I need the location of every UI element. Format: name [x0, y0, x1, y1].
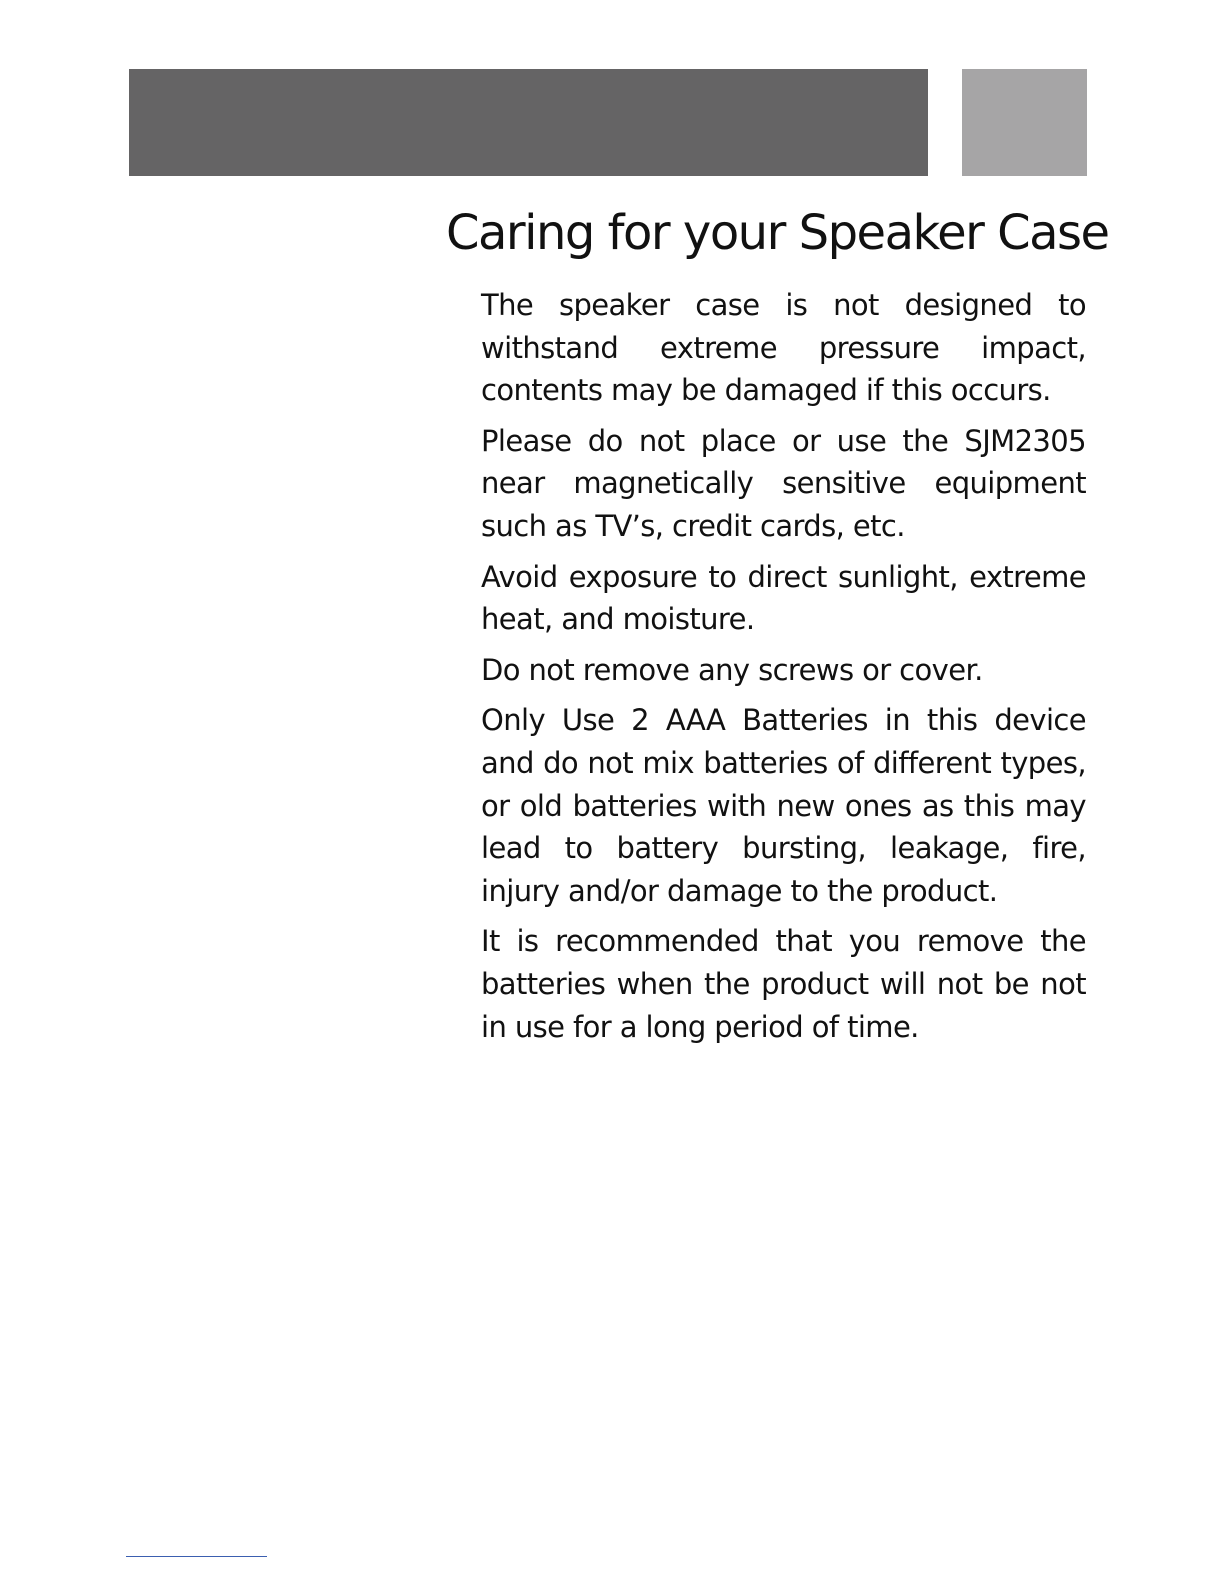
- footer-rule: [126, 1556, 267, 1557]
- header-bar-dark: [129, 69, 928, 176]
- paragraph-battery-removal: It is recommended that you remove the batteries when the product will not be not in use for a long period of time.: [481, 924, 1086, 1044]
- paragraph-screws-warning: Do not remove any screws or cover.: [481, 652, 983, 687]
- care-instructions: [481, 284, 1086, 1056]
- paragraph-battery-warning: Only Use 2 AAA Batteries in this device and do not mix batteries of different types, or old batteries with new ones as this may lead to battery bursting, leakage, fire, injury and/or damage to the product.: [481, 703, 1086, 908]
- header-bar-light: [962, 69, 1087, 176]
- page-title: Caring for your Speaker Case: [446, 205, 1109, 261]
- paragraph-impact-warning: The speaker case is not designed to withstand extreme pressure impact, contents may be damaged if this occurs.: [481, 288, 1086, 408]
- paragraph-magnetic-warning: Please do not place or use the SJM2305 near magnetically sensitive equipment such as TV’s, credit cards, etc.: [481, 423, 1086, 543]
- paragraph-exposure-warning: Avoid exposure to direct sunlight, extreme heat, and moisture.: [481, 559, 1086, 637]
